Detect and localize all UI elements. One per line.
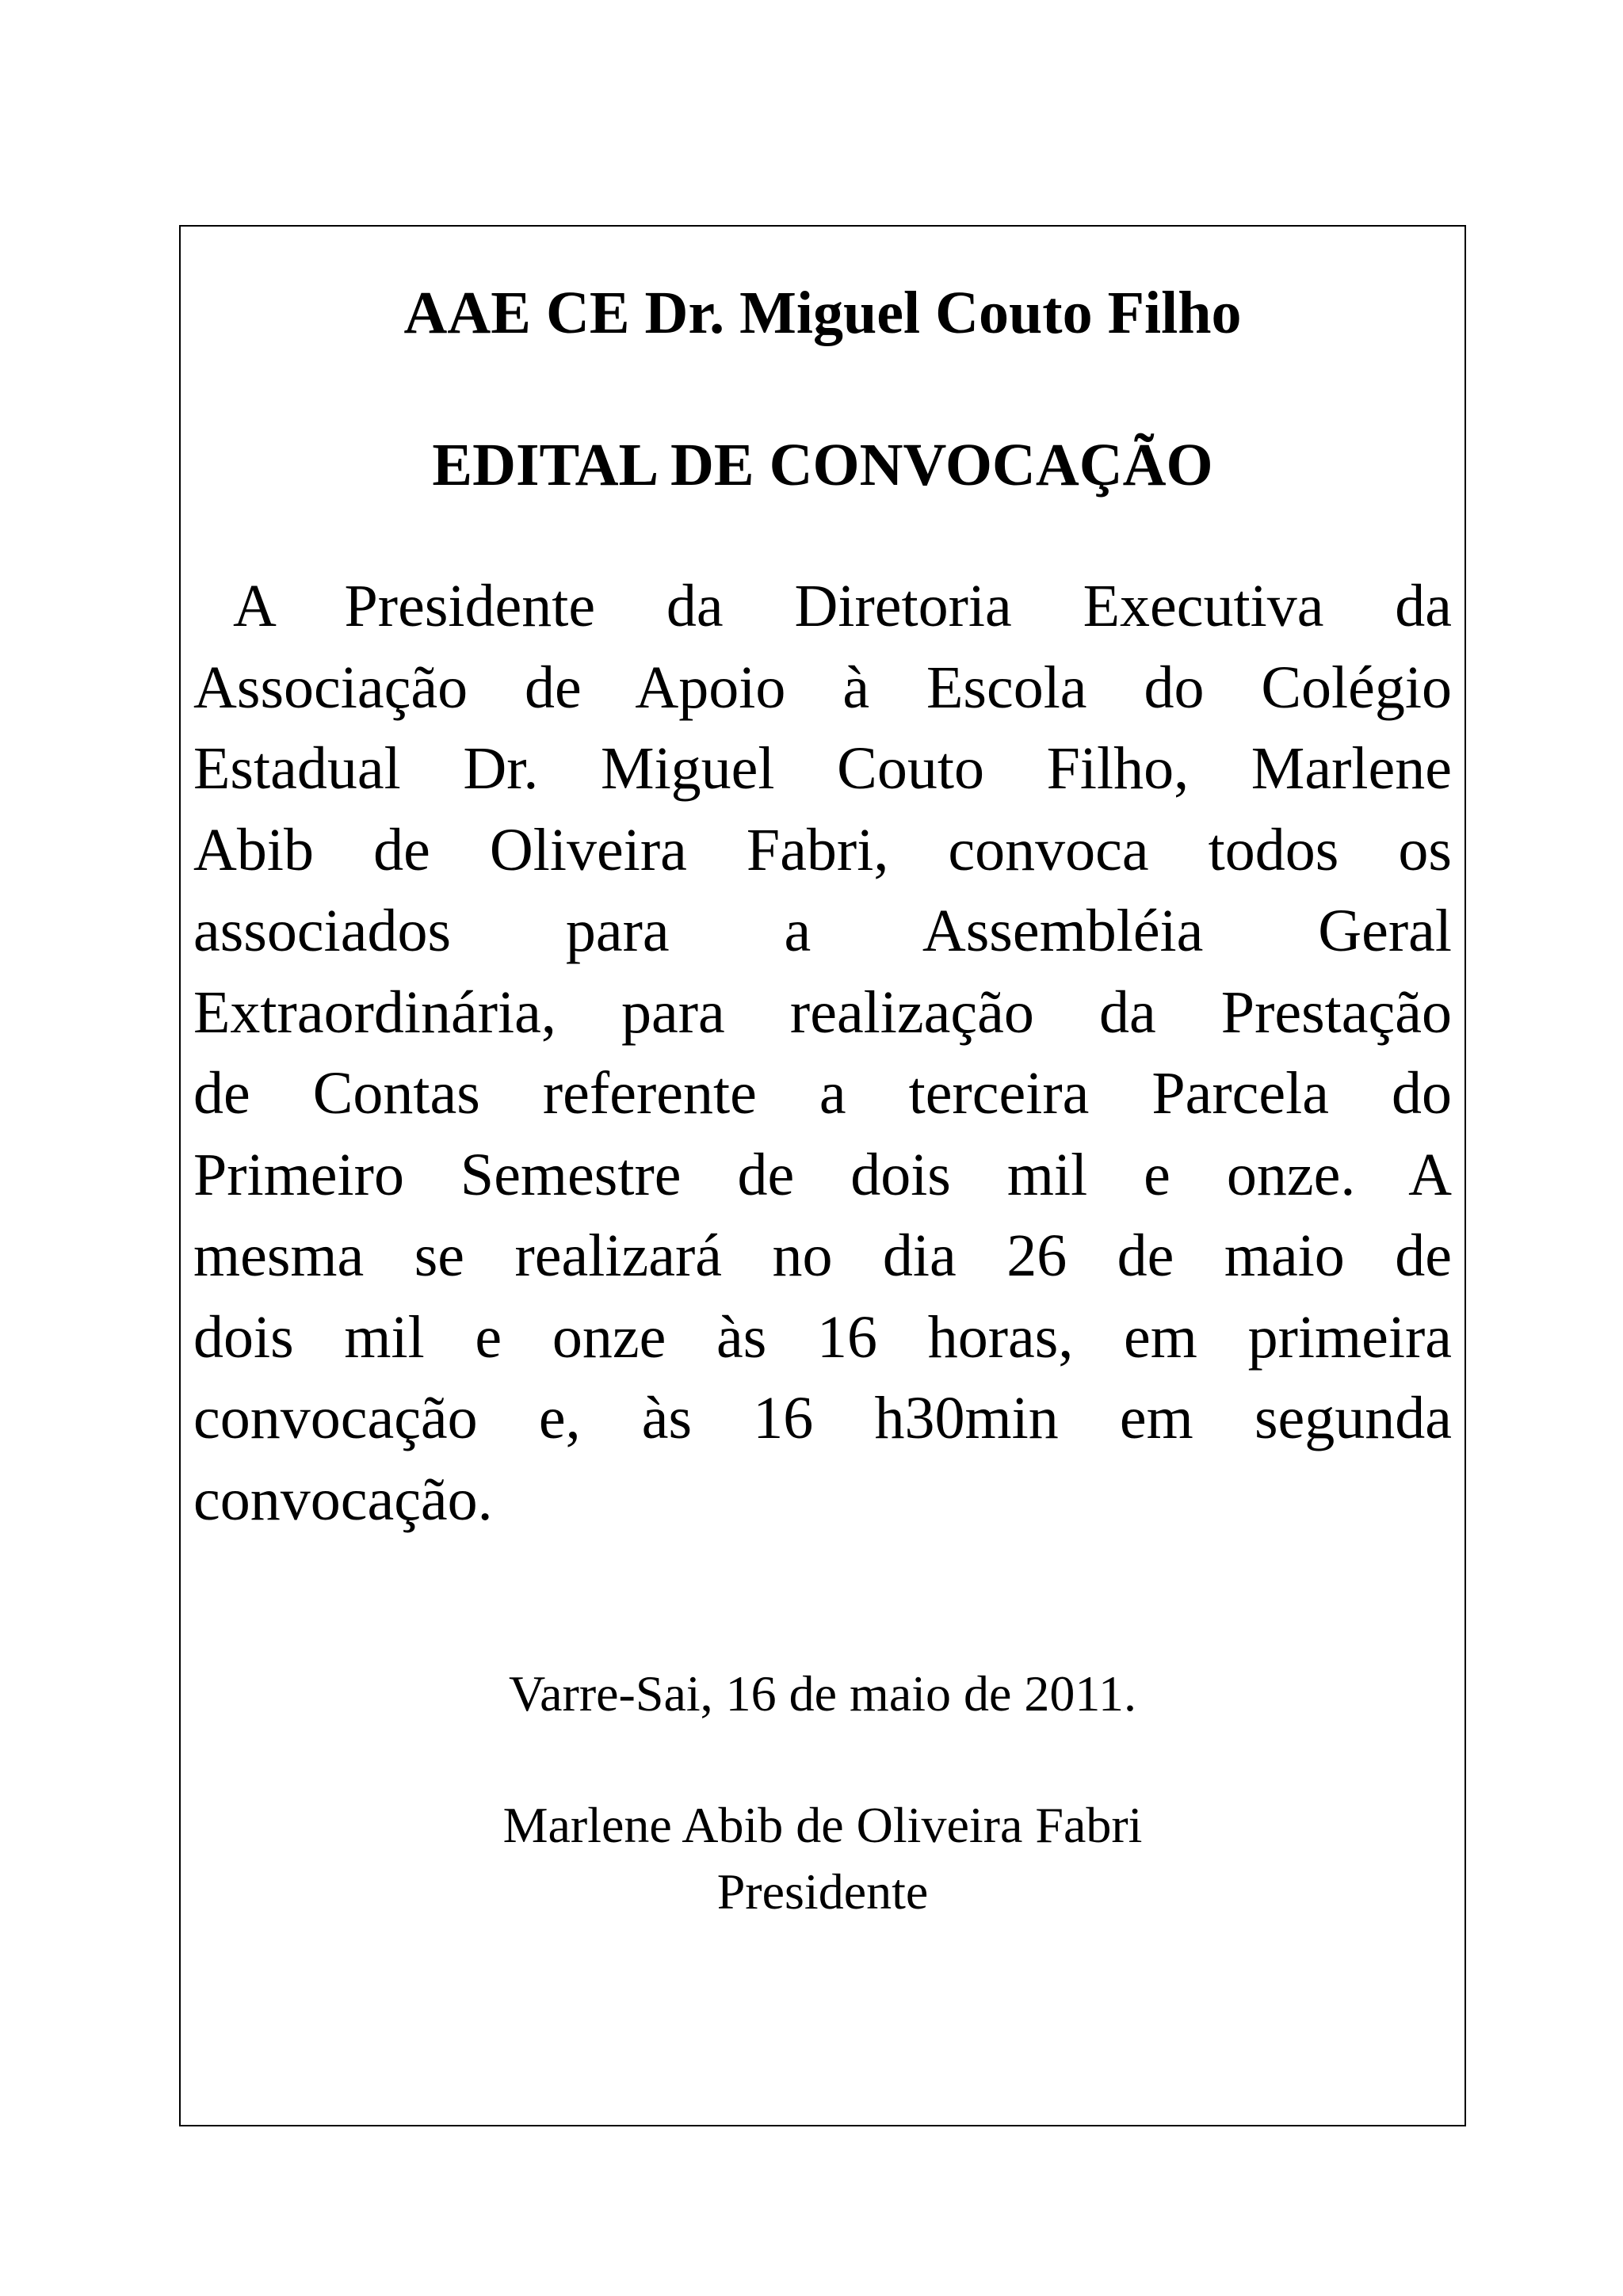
- organization-title: AAE CE Dr. Miguel Couto Filho: [403, 280, 1242, 346]
- notice-title: EDITAL DE CONVOCAÇÃO: [432, 432, 1213, 498]
- body-line: A Presidente da Diretoria Executiva da: [233, 573, 1452, 639]
- body-line: Abib de Oliveira Fabri, convoca todos os: [193, 816, 1452, 883]
- body-line: Estadual Dr. Miguel Couto Filho, Marlene: [193, 735, 1452, 802]
- body-line: associados para a Assembléia Geral: [193, 898, 1452, 964]
- place-and-date: Varre-Sai, 16 de maio de 2011.: [508, 1665, 1137, 1722]
- body-line: dois mil e onze às 16 horas, em primeira: [193, 1303, 1452, 1371]
- body-line: Primeiro Semestre de dois mil e onze. A: [193, 1141, 1452, 1208]
- body-line: Extraordinária, para realização da Prestação: [193, 978, 1452, 1046]
- notice-frame: [179, 225, 1466, 2126]
- body-line: convocação.: [193, 1466, 493, 1533]
- notice-body: [193, 566, 1452, 1540]
- body-line: de Contas referente a terceira Parcela do: [193, 1060, 1452, 1127]
- body-line: convocação e, às 16 h30min em segunda: [193, 1385, 1452, 1451]
- signer-role: Presidente: [716, 1863, 929, 1920]
- body-line: Associação de Apoio à Escola do Colégio: [193, 654, 1452, 721]
- body-line: mesma se realizará no dia 26 de maio de: [193, 1222, 1452, 1289]
- signer-name: Marlene Abib de Oliveira Fabri: [502, 1797, 1143, 1853]
